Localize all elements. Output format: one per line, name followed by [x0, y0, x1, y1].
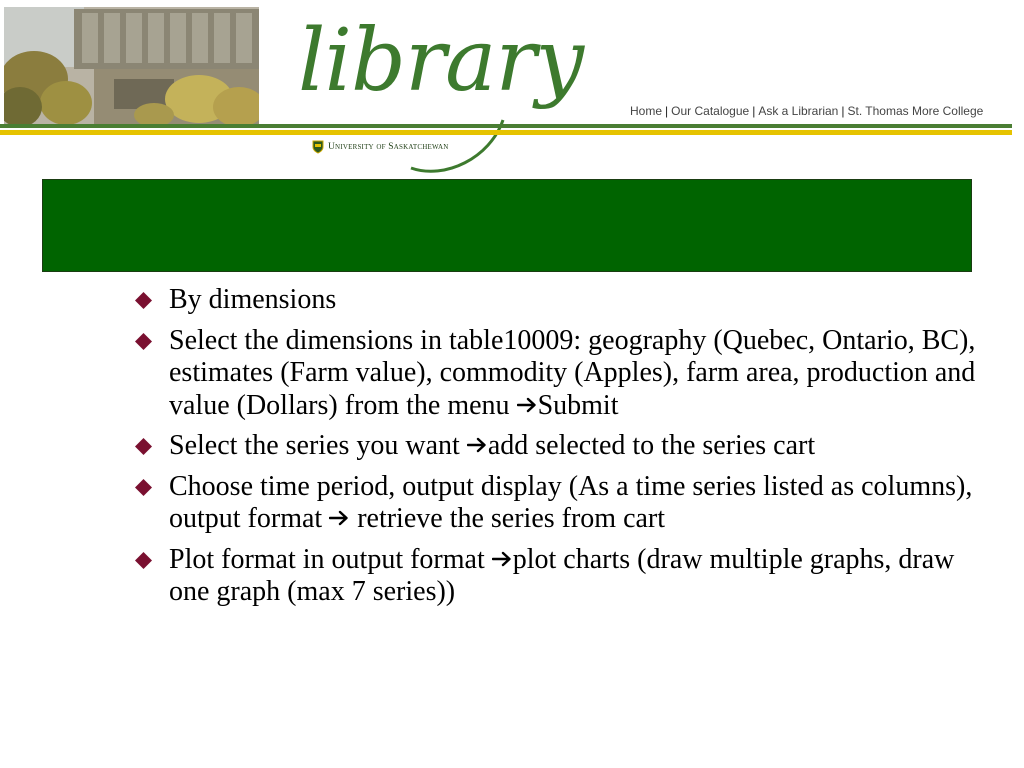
diamond-bullet-icon	[135, 552, 152, 569]
slide-title-bar	[42, 179, 972, 272]
diamond-bullet-icon	[135, 479, 152, 496]
list-item-text: Submit	[537, 389, 619, 421]
university-logo[interactable]	[312, 140, 448, 154]
top-navigation	[630, 104, 983, 118]
nav-link-st-thomas-more-college[interactable]: St. Thomas More College	[847, 104, 984, 118]
library-header	[0, 0, 1024, 178]
nav-link-ask-a-librarian[interactable]: Ask a Librarian	[758, 104, 839, 118]
diamond-bullet-icon	[135, 438, 152, 455]
list-item-text: Select the dimensions in table10009: geography (Quebec, Ontario, BC), estimates (Farm value), commodity (Apples), farm area, production and value (Dollars) from the menu	[169, 324, 976, 421]
university-crest-icon	[312, 140, 324, 154]
list-item-text: Select the series you want	[169, 430, 460, 461]
instruction-list	[133, 284, 993, 617]
list-item	[133, 325, 993, 423]
list-item	[133, 544, 993, 609]
university-name: University of Saskatchewan	[328, 142, 449, 152]
campus-photo	[4, 7, 259, 126]
right-arrow-icon	[492, 551, 512, 567]
nav-separator: |	[665, 104, 669, 118]
diamond-bullet-icon	[135, 333, 152, 350]
header-gold-rule	[0, 130, 1012, 135]
nav-link-our-catalogue[interactable]: Our Catalogue	[671, 104, 750, 118]
right-arrow-icon	[517, 397, 537, 413]
header-green-rule	[0, 124, 1012, 128]
library-logo-word[interactable]: library	[298, 11, 584, 111]
nav-separator: |	[841, 104, 845, 118]
list-item-text: add selected to the series cart	[487, 430, 816, 461]
list-item	[133, 471, 993, 536]
list-item	[133, 284, 993, 317]
list-item-text: Plot format in output format	[169, 543, 485, 575]
nav-link-home[interactable]: Home	[630, 104, 663, 118]
nav-separator: |	[752, 104, 756, 118]
list-item	[133, 430, 993, 463]
right-arrow-icon	[467, 437, 487, 453]
list-item-text: By dimensions	[169, 284, 337, 315]
list-item-text: plot charts (draw multiple graphs, draw one graph (max 7 series))	[169, 543, 955, 607]
list-item-text: retrieve the series from cart	[350, 503, 666, 534]
right-arrow-icon	[329, 510, 349, 526]
diamond-bullet-icon	[135, 292, 152, 309]
list-item-text: Choose time period, output display (As a time series listed as columns), output format	[169, 470, 973, 534]
